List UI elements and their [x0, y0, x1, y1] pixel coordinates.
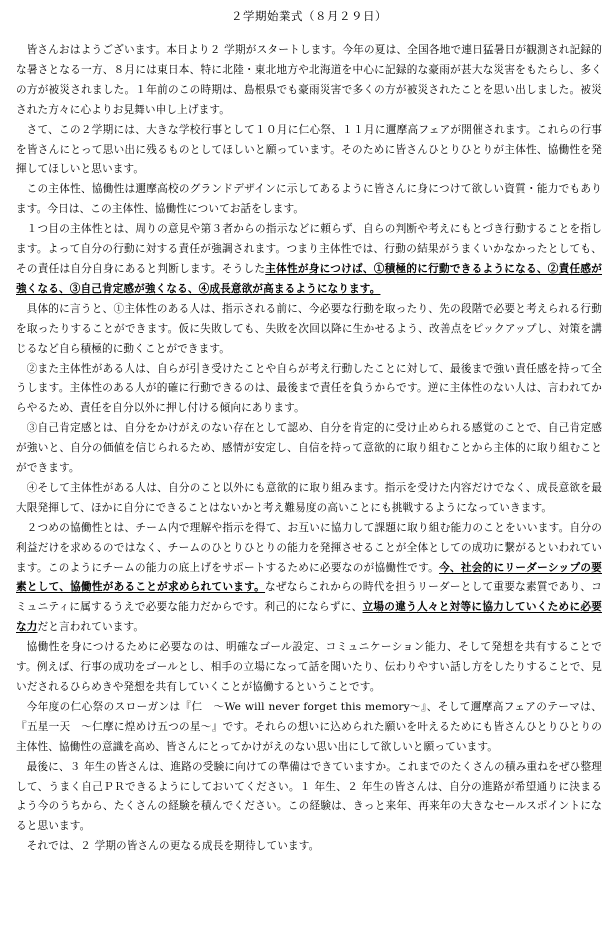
paragraph: [16, 698, 602, 758]
paragraph-text: それでは、２ 学期の皆さんの更なる成長を期待しています。: [26, 840, 320, 853]
paragraph-text: だと言われています。: [37, 621, 145, 634]
paragraph: [16, 220, 602, 300]
paragraph: [16, 121, 602, 181]
paragraph-text: 協働性を身につけるために必要なのは、明確なゴール設定、コミュニケーション能力、そして発想を共有することです。例えば、行事の成功をゴールとし、相手の立場になって話を聞いたり、伝わりやすい話し方をしたりすることで、見いだされるひらめきや発想を共有していくことが協働するということです。: [16, 641, 602, 693]
paragraph: [16, 758, 602, 838]
paragraph: [16, 519, 602, 638]
speech-body: [16, 41, 602, 857]
paragraph: [16, 638, 602, 698]
paragraph-text: ２つめの協働性とは、チーム内で理解や指示を得て、お互いに協力して課題に取り組む能力のことをいいます。自分の利益だけを求めるのではなく、チームのひとりひとりの能力を発揮させることが全体としての成功に繋がるといわれています。このようにチームの能力の底上げをサポートするために必要なのが協働性です。: [16, 521, 602, 574]
emphasized-text: 立場の違う人々と対等に協力していくために必要な力: [16, 601, 602, 634]
paragraph: [16, 419, 602, 479]
paragraph: [16, 41, 602, 121]
page-title: ２学期始業式（８月２９日）: [231, 9, 387, 23]
paragraph-text: なぜならこれからの時代を担うリーダーとして重要な素質であり、コミュニティに属するうえで必要な能力だからです。利己的にならずに、: [16, 581, 603, 614]
paragraph-text: 具体的に言うと、①主体性のある人は、指示される前に、今必要な行動を取ったり、先の段階で必要と考えられる行動を取ったりすることができます。仮に失敗しても、失敗を次回以降に生かせるよう、改善点をピックアップし、対策を講じるなど自ら積極的に動くことができます。: [16, 302, 602, 355]
paragraph-text: 皆さんおはようございます。本日より２ 学期がスタートします。今年の夏は、全国各地で連日猛暑日が観測され記録的な暑さとなる一方、８月には東日本、特に北陸・東北地方や北海道を中心に記録的な豪雨が甚大な災害をもたらし、多くの方が被災されました。１年前のこの時期は、島根県でも豪雨災害で多くの方が被災されたことを思い出しました。被災された方々に心よりお見舞い申し上げます。: [16, 44, 602, 116]
paragraph: [16, 180, 602, 220]
paragraph-text: ②また主体性がある人は、自らが引き受けたことや自らが考え行動したことに対して、最後まで強い責任感を持って全うします。主体性のある人が的確に行動できるのは、最後まで責任を負うからです。逆に主体性のない人は、言われてからやるため、責任を自分以外に押し付ける傾向にあります。: [16, 362, 602, 415]
emphasized-text: 主体性が身につけば、①積極的に行動できるようになる、②責任感が強くなる、③自己肯定感が強くなる、④成長意欲が高まるようになります。: [16, 262, 602, 295]
paragraph: [16, 360, 602, 420]
emphasized-text: 今、社会的にリーダーシップの要素として、協働性があることが求められています。: [16, 561, 602, 594]
paragraph: [16, 300, 602, 360]
paragraph-text: ④そして主体性がある人は、自分のこと以外にも意欲的に取り組みます。指示を受けた内容だけでなく、成長意欲を最大限発揮して、ほかに自分にできることはないかと考え難易度の高いことにも挑戦するようになっていきます。: [16, 481, 602, 514]
paragraph-text: この主体性、協働性は邇摩高校のグランドデザインに示してあるように皆さんに身につけて欲しい資質・能力でもあります。今日は、この主体性、協働性についてお話をします。: [16, 183, 602, 216]
paragraph-text: さて、この２学期には、大きな学校行事として１０月に仁心祭、１１月に邇摩高フェアが開催されます。これらの行事を皆さんにとって思い出に残るものとしてほしいと願っています。そのために皆さんひとりひとりが主体性、協働性を発揮してほしいと思います。: [16, 123, 602, 176]
paragraph: [16, 479, 602, 519]
paragraph-text: 最後に、３ 年生の皆さんは、進路の受験に向けての準備はできていますか。これまでのたくさんの積み重ねをぜひ整理して、うまく自己ＰＲできるようにしておいてください。１ 年生、２ 年生の皆さんは、自分の進路が希望通りに決まるよう今のうちから、たくさんの経験を積んでください。この経験は、きっと来年、再来年の大きなセールスポイントになると思います。: [16, 760, 602, 833]
paragraph: [16, 837, 602, 857]
paragraph-text: 今年度の仁心祭のスローガンは『仁 ～We will never forget this memory～』、そして邇摩高フェアのテーマは、『五星一天 ～仁摩に煌めけ五つの星～』です。それらの想いに込められた願いを叶えるためにも皆さんひとりひとりの主体性、協働性の意識を高め、皆さんにとってかけがえのない思い出にして欲しいと願っています。: [16, 700, 602, 753]
paragraph-text: １つ目の主体性とは、周りの意見や第３者からの指示などに頼らず、自らの判断や考えにもとづき行動することを指します。よって自分の行動に対する責任が強調されます。つまり主体性では、行動の結果がうまくいかなかったとしても、その責任は自分自身にあると判断します。そうした: [16, 223, 602, 275]
paragraph-text: ③自己肯定感とは、自分をかけがえのない存在として認め、自分を肯定的に受け止められる感覚のことで、自己肯定感が強いと、自分の価値を信じられるため、感情が安定し、自信を持って意欲的に取り組むことから主体的に取り組むことができます。: [16, 422, 602, 475]
